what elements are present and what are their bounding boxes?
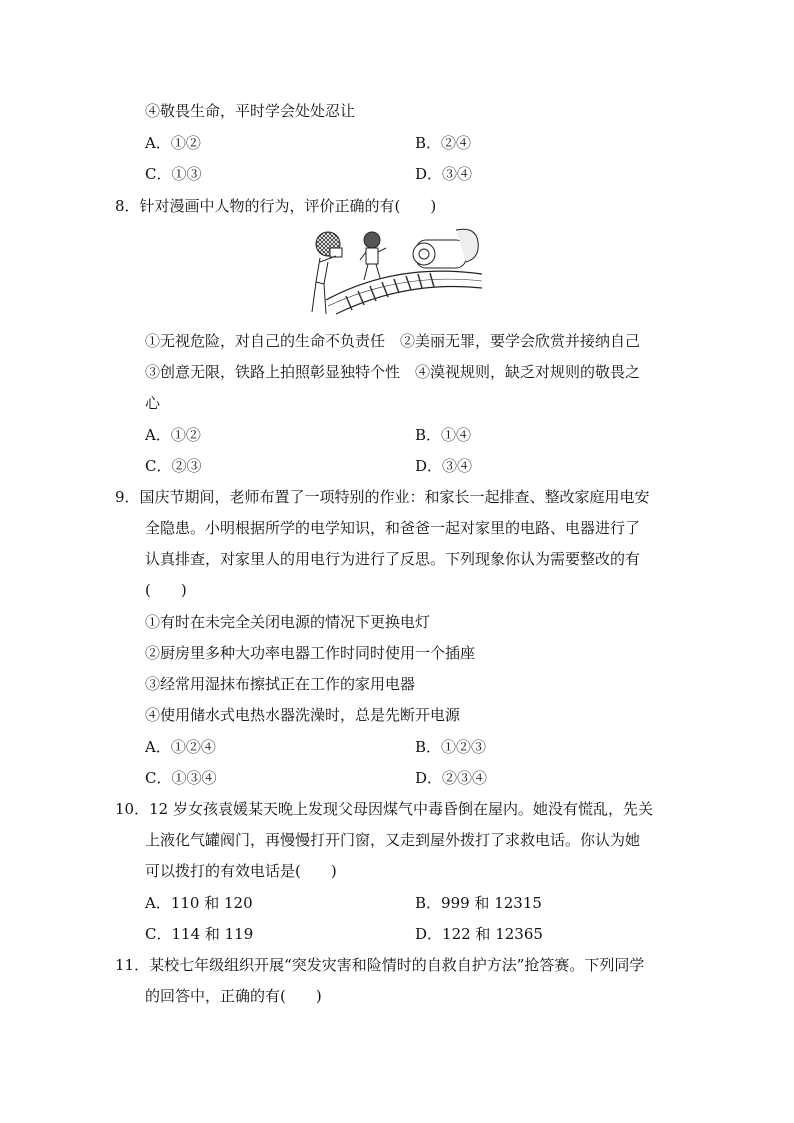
q10-option-c: C．114 和 119 xyxy=(145,925,254,943)
q10-stem-line-2: 上液化气罐阀门，再慢慢打开门窗，又走到屋外拨打了求救电话。你认为她 xyxy=(145,831,641,849)
q10-option-d: D．122 和 12365 xyxy=(415,925,543,943)
q11-stem-line-2: 的回答中，正确的有( ) xyxy=(145,987,322,1005)
prev-option-b: B．②④ xyxy=(415,134,472,152)
cartoon-railway-illustration xyxy=(306,222,482,322)
q9-option-a: A．①②④ xyxy=(145,738,216,756)
q8-option-c: C．②③ xyxy=(145,457,202,475)
q10-option-a: A．110 和 120 xyxy=(145,894,253,912)
q9-stem-line-1: 9．国庆节期间，老师布置了一项特别的作业：和家长一起排查、整改家庭用电安 xyxy=(115,488,650,506)
q9-option-b: B．①②③ xyxy=(415,738,487,756)
q9-item-1: ①有时在未完全关闭电源的情况下更换电灯 xyxy=(145,613,431,631)
q9-item-4: ④使用储水式电热水器洗澡时，总是先断开电源 xyxy=(145,706,461,724)
q8-statements-line-2: ③创意无限，铁路上拍照彰显独特个性 ④漠视规则，缺乏对规则的敬畏之 xyxy=(145,363,641,381)
q8-option-b: B．①④ xyxy=(415,426,472,444)
q9-option-c: C．①③④ xyxy=(145,769,217,787)
q9-stem-line-2: 全隐患。小明根据所学的电学知识，和爸爸一起对家里的电路、电器进行了 xyxy=(145,519,641,537)
q10-stem-line-3: 可以拨打的有效电话是( ) xyxy=(145,862,337,880)
q9-item-2: ②厨房里多种大功率电器工作时同时使用一个插座 xyxy=(145,644,476,662)
q9-option-d: D．②③④ xyxy=(415,769,488,787)
prev-item-4: ④敬畏生命，平时学会处处忍让 xyxy=(145,102,356,120)
q8-statements-line-3: 心 xyxy=(145,394,161,412)
q8-option-d: D．③④ xyxy=(415,457,473,475)
q9-item-3: ③经常用湿抹布擦拭正在工作的家用电器 xyxy=(145,675,416,693)
q8-option-a: A．①② xyxy=(145,426,201,444)
prev-option-c: C．①③ xyxy=(145,165,202,183)
q11-stem-line-1: 11．某校七年级组织开展“突发灾害和险情时的自救自护方法”抢答赛。下列同学 xyxy=(115,956,645,974)
q8-stem: 8．针对漫画中人物的行为，评价正确的有( ) xyxy=(115,197,437,215)
q10-stem-line-1: 10．12 岁女孩袁媛某天晚上发现父母因煤气中毒昏倒在屋内。她没有慌乱，先关 xyxy=(115,800,653,818)
q8-statements-line-1: ①无视危险，对自己的生命不负责任 ②美丽无罪，要学会欣赏并接纳自己 xyxy=(145,332,641,350)
prev-option-a: A．①② xyxy=(145,134,201,152)
q9-stem-line-4: ( ) xyxy=(145,581,187,599)
q10-option-b: B．999 和 12315 xyxy=(415,894,542,912)
prev-option-d: D．③④ xyxy=(415,165,473,183)
q9-stem-line-3: 认真排查，对家里人的用电行为进行了反思。下列现象你认为需要整改的有 xyxy=(145,550,641,568)
